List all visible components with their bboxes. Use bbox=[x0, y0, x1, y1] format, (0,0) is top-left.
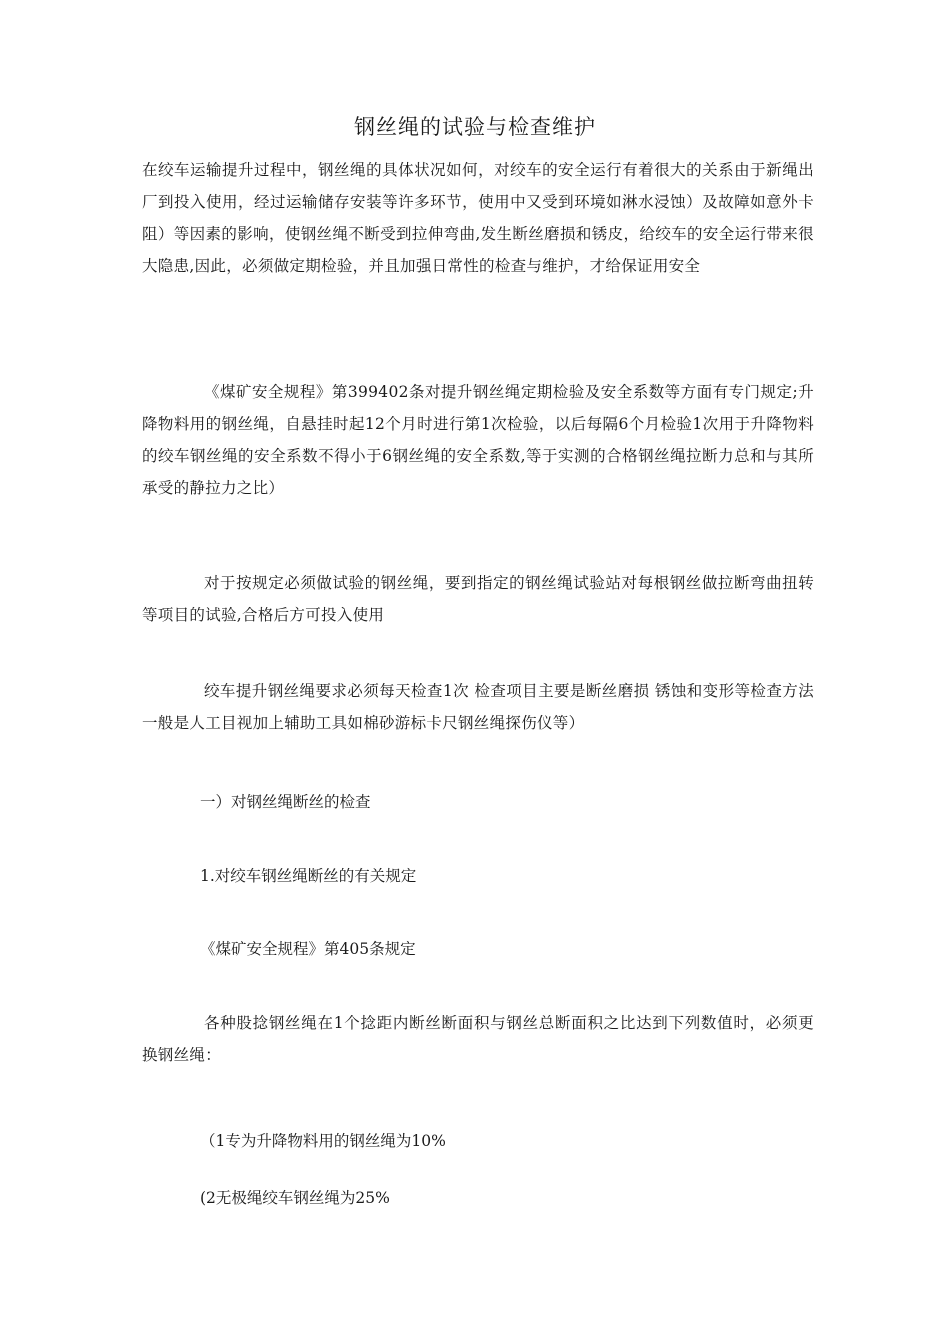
list-item-1: （1专为升降物料用的钢丝绳为10% bbox=[200, 1132, 446, 1150]
document-title: 钢丝绳的试验与检查维护 bbox=[354, 115, 596, 139]
section-heading: 一）对钢丝绳断丝的检查 bbox=[200, 793, 371, 811]
intro-paragraph: 在绞车运输提升过程中，钢丝绳的具体状况如何，对绞车的安全运行有着很大的关系由于新绳出厂到投入使用，经过运输储存安装等许多环节，使用中又受到环境如淋水浸蚀）及故障如意外卡阻）等因素的影响，使钢丝绳不断受到拉伸弯曲,发生断丝磨损和锈皮，给绞车的安全运行带来很大隐患,因此，必须做定期检验，并且加强日常性的检查与维护，才给保证用安全 bbox=[142, 161, 814, 275]
regulation-paragraph: 《煤矿安全规程》第399402条对提升钢丝绳定期检验及安全系数等方面有专门规定;升降物料用的钢丝绳，自悬挂时起12个月时进行第1次检验，以后每隔6个月检验1次用于升降物料的绞车钢丝绳的安全系数不得小于6钢丝绳的安全系数,等于实测的合格钢丝绳拉断力总和与其所承受的静拉力之比） bbox=[142, 383, 814, 497]
subsection-heading: 1.对绞车钢丝绳断丝的有关规定 bbox=[200, 867, 417, 885]
testing-paragraph: 对于按规定必须做试验的钢丝绳，要到指定的钢丝绳试验站对每根钢丝做拉断弯曲扭转等项目的试验,合格后方可投入使用 bbox=[142, 574, 814, 624]
rule-405-line: 《煤矿安全规程》第405条规定 bbox=[200, 940, 416, 958]
daily-check-paragraph: 绞车提升钢丝绳要求必须每天检查1次 检查项目主要是断丝磨损 锈蚀和变形等检查方法一般是人工目视加上辅助工具如棉砂游标卡尺钢丝绳探伤仪等） bbox=[142, 682, 814, 732]
replacement-paragraph: 各种股捻钢丝绳在1个捻距内断丝断面积与钢丝总断面积之比达到下列数值时，必须更换钢丝绳： bbox=[142, 1014, 814, 1064]
list-item-2: (2无极绳绞车钢丝绳为25% bbox=[200, 1189, 390, 1207]
